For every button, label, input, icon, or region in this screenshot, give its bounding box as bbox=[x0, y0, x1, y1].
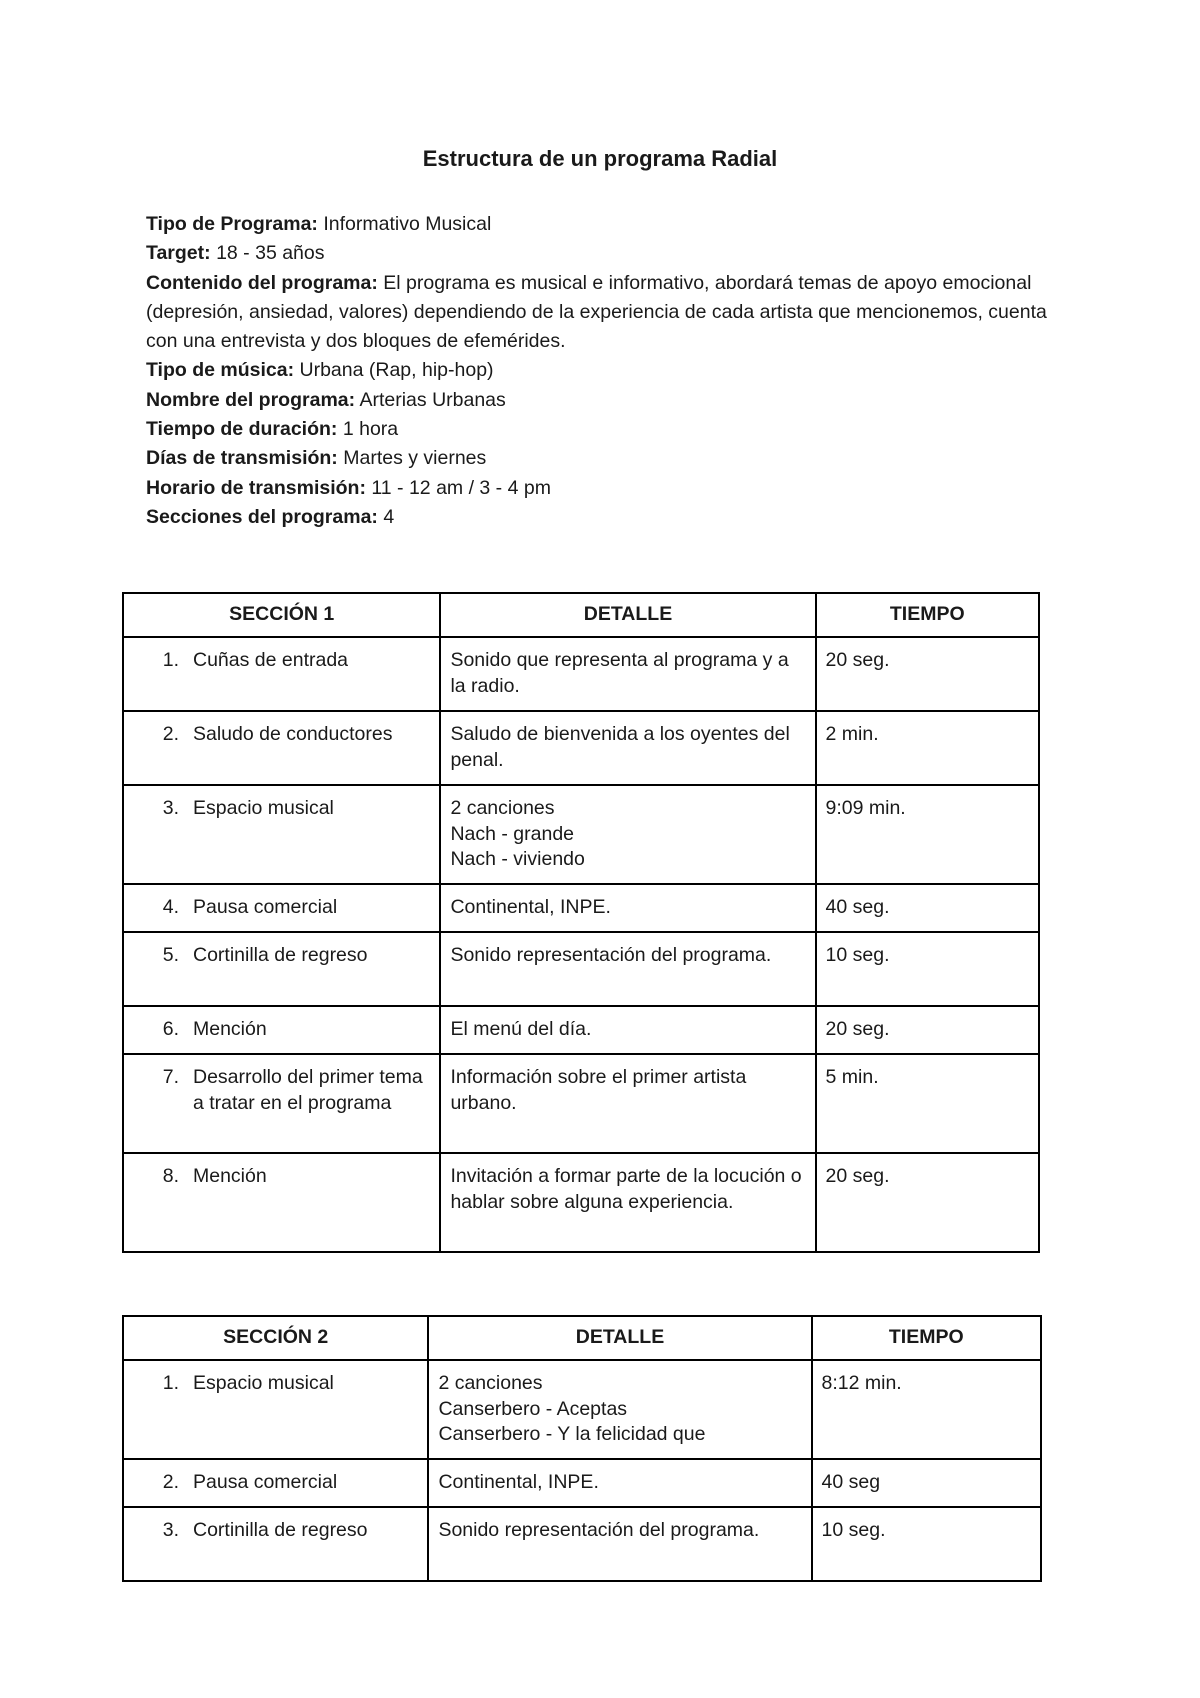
item-label: Cortinilla de regreso bbox=[193, 944, 368, 966]
item-label: Pausa comercial bbox=[193, 896, 338, 918]
column-header: SECCIÓN 1 bbox=[123, 593, 440, 637]
time-cell: 40 seg. bbox=[816, 884, 1039, 932]
time-cell: 9:09 min. bbox=[816, 785, 1039, 884]
info-value: 4 bbox=[383, 505, 395, 528]
section-1-table bbox=[122, 592, 1040, 1253]
info-program-type bbox=[146, 210, 1076, 239]
item-label: Espacio musical bbox=[193, 797, 334, 819]
column-header: TIEMPO bbox=[816, 593, 1039, 637]
item-number: 4. bbox=[162, 896, 179, 918]
detail-text: Canserbero - Aceptas bbox=[438, 1397, 628, 1420]
info-label: Secciones del programa: bbox=[146, 505, 378, 528]
info-value: Arterias Urbanas bbox=[359, 388, 506, 411]
item-cell bbox=[123, 1153, 440, 1252]
info-sections-count bbox=[146, 503, 1076, 532]
detail-text: Sonido representación del programa. bbox=[450, 944, 772, 966]
item-cell bbox=[123, 932, 440, 1006]
detail-text: Sonido que representa al programa y a la radio. bbox=[450, 649, 789, 697]
item-label: Mención bbox=[193, 1018, 267, 1040]
item-cell bbox=[123, 785, 440, 884]
item-number: 3. bbox=[162, 1519, 179, 1541]
info-value: 18 - 35 años bbox=[216, 242, 325, 265]
info-label: Tipo de Programa: bbox=[146, 213, 318, 235]
detail-text: Saludo de bienvenida a los oyentes del penal. bbox=[450, 723, 790, 771]
item-label: Cortinilla de regreso bbox=[193, 1519, 368, 1541]
column-header: DETALLE bbox=[440, 593, 815, 637]
item-number: 1. bbox=[162, 649, 179, 671]
column-header: SECCIÓN 2 bbox=[123, 1316, 428, 1360]
detail-text: Continental, INPE. bbox=[450, 896, 611, 918]
info-label: Tipo de música: bbox=[146, 359, 295, 382]
info-value: Informativo Musical bbox=[323, 213, 492, 235]
table-row bbox=[123, 1507, 1041, 1581]
detail-cell bbox=[440, 1153, 815, 1252]
item-label: Pausa comercial bbox=[193, 1471, 338, 1493]
item-cell bbox=[123, 1054, 440, 1153]
info-value: 1 hora bbox=[342, 418, 399, 441]
table-row bbox=[123, 1006, 1039, 1054]
info-target bbox=[146, 239, 1076, 268]
info-broadcast-days bbox=[146, 444, 1076, 473]
detail-cell bbox=[428, 1507, 811, 1581]
table-header-row bbox=[123, 1316, 1041, 1360]
time-cell: 5 min. bbox=[816, 1054, 1039, 1153]
item-cell bbox=[123, 1006, 440, 1054]
info-label: Tiempo de duración: bbox=[146, 418, 338, 441]
detail-cell bbox=[428, 1459, 811, 1507]
detail-cell bbox=[440, 1054, 815, 1153]
item-number: 1. bbox=[162, 1372, 179, 1394]
item-cell bbox=[123, 711, 440, 785]
time-cell: 20 seg. bbox=[816, 637, 1039, 711]
program-info-list bbox=[146, 210, 1076, 532]
time-cell: 8:12 min. bbox=[812, 1360, 1041, 1459]
detail-cell bbox=[440, 637, 815, 711]
detail-cell bbox=[440, 884, 815, 932]
detail-text: Nach - viviendo bbox=[450, 848, 585, 870]
info-broadcast-schedule bbox=[146, 474, 1076, 503]
detail-text: 2 canciones bbox=[438, 1372, 543, 1394]
detail-text: El menú del día. bbox=[450, 1018, 592, 1040]
item-cell bbox=[123, 1507, 428, 1581]
item-number: 5. bbox=[162, 944, 179, 966]
info-value: Urbana (Rap, hip-hop) bbox=[299, 359, 494, 382]
info-duration bbox=[146, 415, 1076, 444]
table-row bbox=[123, 637, 1039, 711]
column-header: TIEMPO bbox=[812, 1316, 1041, 1360]
table-row bbox=[123, 1360, 1041, 1459]
table-row bbox=[123, 1459, 1041, 1507]
item-number: 2. bbox=[162, 1471, 179, 1493]
detail-cell bbox=[440, 1006, 815, 1054]
item-cell bbox=[123, 1360, 428, 1459]
detail-text: Canserbero - Y la felicidad que bbox=[438, 1423, 706, 1445]
item-cell bbox=[123, 637, 440, 711]
info-label: Horario de transmisión: bbox=[146, 476, 366, 499]
table-row bbox=[123, 884, 1039, 932]
item-number: 6. bbox=[162, 1018, 179, 1040]
detail-text: 2 canciones bbox=[450, 797, 555, 819]
detail-text: Sonido representación del programa. bbox=[438, 1519, 760, 1541]
info-label: Contenido del programa: bbox=[146, 271, 378, 294]
time-cell: 40 seg bbox=[812, 1459, 1041, 1507]
detail-cell bbox=[440, 932, 815, 1006]
info-label: Días de transmisión: bbox=[146, 447, 338, 470]
item-number: 2. bbox=[162, 723, 179, 745]
info-label: Nombre del programa: bbox=[146, 388, 356, 411]
item-label: Espacio musical bbox=[193, 1372, 334, 1394]
time-cell: 20 seg. bbox=[816, 1153, 1039, 1252]
detail-text: Información sobre el primer artista urbano. bbox=[450, 1066, 747, 1114]
item-label: Cuñas de entrada bbox=[193, 649, 349, 671]
item-number: 7. bbox=[162, 1066, 179, 1088]
item-label: Saludo de conductores bbox=[193, 723, 393, 745]
info-label: Target: bbox=[146, 242, 211, 265]
time-cell: 2 min. bbox=[816, 711, 1039, 785]
info-value: El programa es musical e informativo, abordará temas de apoyo emocional (depresión, ansiedad, valores) dependiendo de la experiencia de cada artista que mencionemos, cuenta con una entrevista y dos bloques de efemérides. bbox=[146, 271, 1047, 353]
time-cell: 10 seg. bbox=[812, 1507, 1041, 1581]
table-row bbox=[123, 785, 1039, 884]
document-title: Estructura de un programa Radial bbox=[422, 146, 778, 171]
time-cell: 20 seg. bbox=[816, 1006, 1039, 1054]
table-row bbox=[123, 932, 1039, 1006]
detail-text: Invitación a formar parte de la locución o hablar sobre alguna experiencia. bbox=[450, 1165, 802, 1213]
table-row bbox=[123, 1054, 1039, 1153]
detail-cell bbox=[440, 785, 815, 884]
item-label: Desarrollo del primer tema a tratar en el programa bbox=[193, 1066, 423, 1114]
info-content bbox=[146, 269, 1076, 357]
info-program-name bbox=[146, 386, 1076, 415]
table-row bbox=[123, 711, 1039, 785]
detail-cell bbox=[428, 1360, 811, 1459]
item-cell bbox=[123, 884, 440, 932]
detail-text: Continental, INPE. bbox=[438, 1471, 599, 1493]
table-row bbox=[123, 1153, 1039, 1252]
detail-text: Nach - grande bbox=[450, 822, 575, 845]
item-number: 8. bbox=[162, 1165, 179, 1187]
column-header: DETALLE bbox=[428, 1316, 811, 1360]
item-cell bbox=[123, 1459, 428, 1507]
section-2-table bbox=[122, 1315, 1042, 1582]
item-label: Mención bbox=[193, 1165, 267, 1187]
item-number: 3. bbox=[162, 797, 179, 819]
info-value: Martes y viernes bbox=[343, 447, 487, 470]
info-value: 11 - 12 am / 3 - 4 pm bbox=[371, 476, 551, 499]
info-music-type bbox=[146, 356, 1076, 385]
time-cell: 10 seg. bbox=[816, 932, 1039, 1006]
detail-cell bbox=[440, 711, 815, 785]
table-header-row bbox=[123, 593, 1039, 637]
